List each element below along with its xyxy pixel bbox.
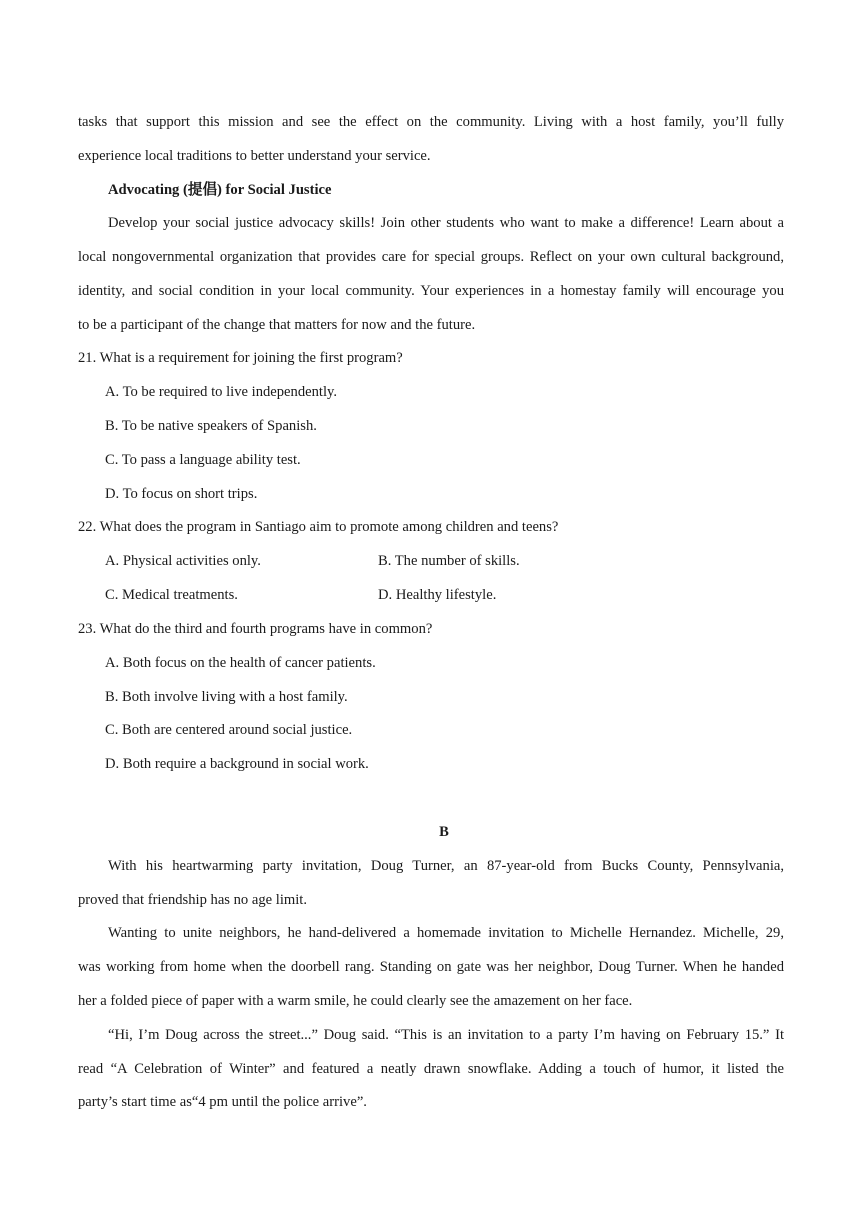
answer-option: A. To be required to live independently. bbox=[105, 384, 338, 400]
program-heading: Advocating (提倡) for Social Justice bbox=[108, 182, 332, 198]
question-stem: 22. What does the program in Santiago aim to promote among children and teens? bbox=[78, 519, 559, 535]
passage-line: experience local traditions to better understand your service. bbox=[78, 148, 431, 164]
answer-option: D. Both require a background in social work. bbox=[105, 756, 369, 772]
passage-line: “Hi, I’m Doug across the street...” Doug said. “This is an invitation to a party I’m having on February 15.” It bbox=[108, 1027, 784, 1043]
answer-option: D. To focus on short trips. bbox=[105, 486, 258, 502]
question-stem: 21. What is a requirement for joining the first program? bbox=[78, 350, 403, 366]
section-title: B bbox=[439, 824, 449, 840]
passage-line: Wanting to unite neighbors, he hand-delivered a homemade invitation to Michelle Hernandez. Michelle, 29, bbox=[108, 925, 784, 941]
answer-option: D. Healthy lifestyle. bbox=[378, 587, 497, 603]
answer-option: C. To pass a language ability test. bbox=[105, 452, 301, 468]
answer-option: C. Medical treatments. bbox=[105, 587, 238, 603]
passage-line: identity, and social condition in your local community. Your experiences in a homestay family will encourage you bbox=[78, 283, 784, 299]
passage-line: read “A Celebration of Winter” and featured a neatly drawn snowflake. Adding a touch of humor, it listed the bbox=[78, 1061, 784, 1077]
passage-line: tasks that support this mission and see the effect on the community. Living with a host family, you’ll fully bbox=[78, 114, 784, 130]
passage-line: Develop your social justice advocacy skills! Join other students who want to make a difference! Learn about a bbox=[108, 215, 784, 231]
question-stem: 23. What do the third and fourth programs have in common? bbox=[78, 621, 433, 637]
answer-option: B. Both involve living with a host family. bbox=[105, 689, 348, 705]
answer-option: C. Both are centered around social justice. bbox=[105, 722, 353, 738]
passage-line: was working from home when the doorbell rang. Standing on gate was her neighbor, Doug Turner. When he handed bbox=[78, 959, 784, 975]
passage-line: proved that friendship has no age limit. bbox=[78, 892, 307, 908]
passage-line: With his heartwarming party invitation, Doug Turner, an 87-year-old from Bucks County, Pennsylvania, bbox=[108, 858, 784, 874]
answer-option: A. Both focus on the health of cancer patients. bbox=[105, 655, 376, 671]
answer-option: B. To be native speakers of Spanish. bbox=[105, 418, 317, 434]
passage-line: party’s start time as“4 pm until the police arrive”. bbox=[78, 1094, 367, 1110]
answer-option: A. Physical activities only. bbox=[105, 553, 261, 569]
passage-line: her a folded piece of paper with a warm smile, he could clearly see the amazement on her face. bbox=[78, 993, 633, 1009]
answer-option: B. The number of skills. bbox=[378, 553, 520, 569]
passage-line: to be a participant of the change that matters for now and the future. bbox=[78, 317, 476, 333]
passage-line: local nongovernmental organization that provides care for special groups. Reflect on your own cultural background, bbox=[78, 249, 784, 265]
